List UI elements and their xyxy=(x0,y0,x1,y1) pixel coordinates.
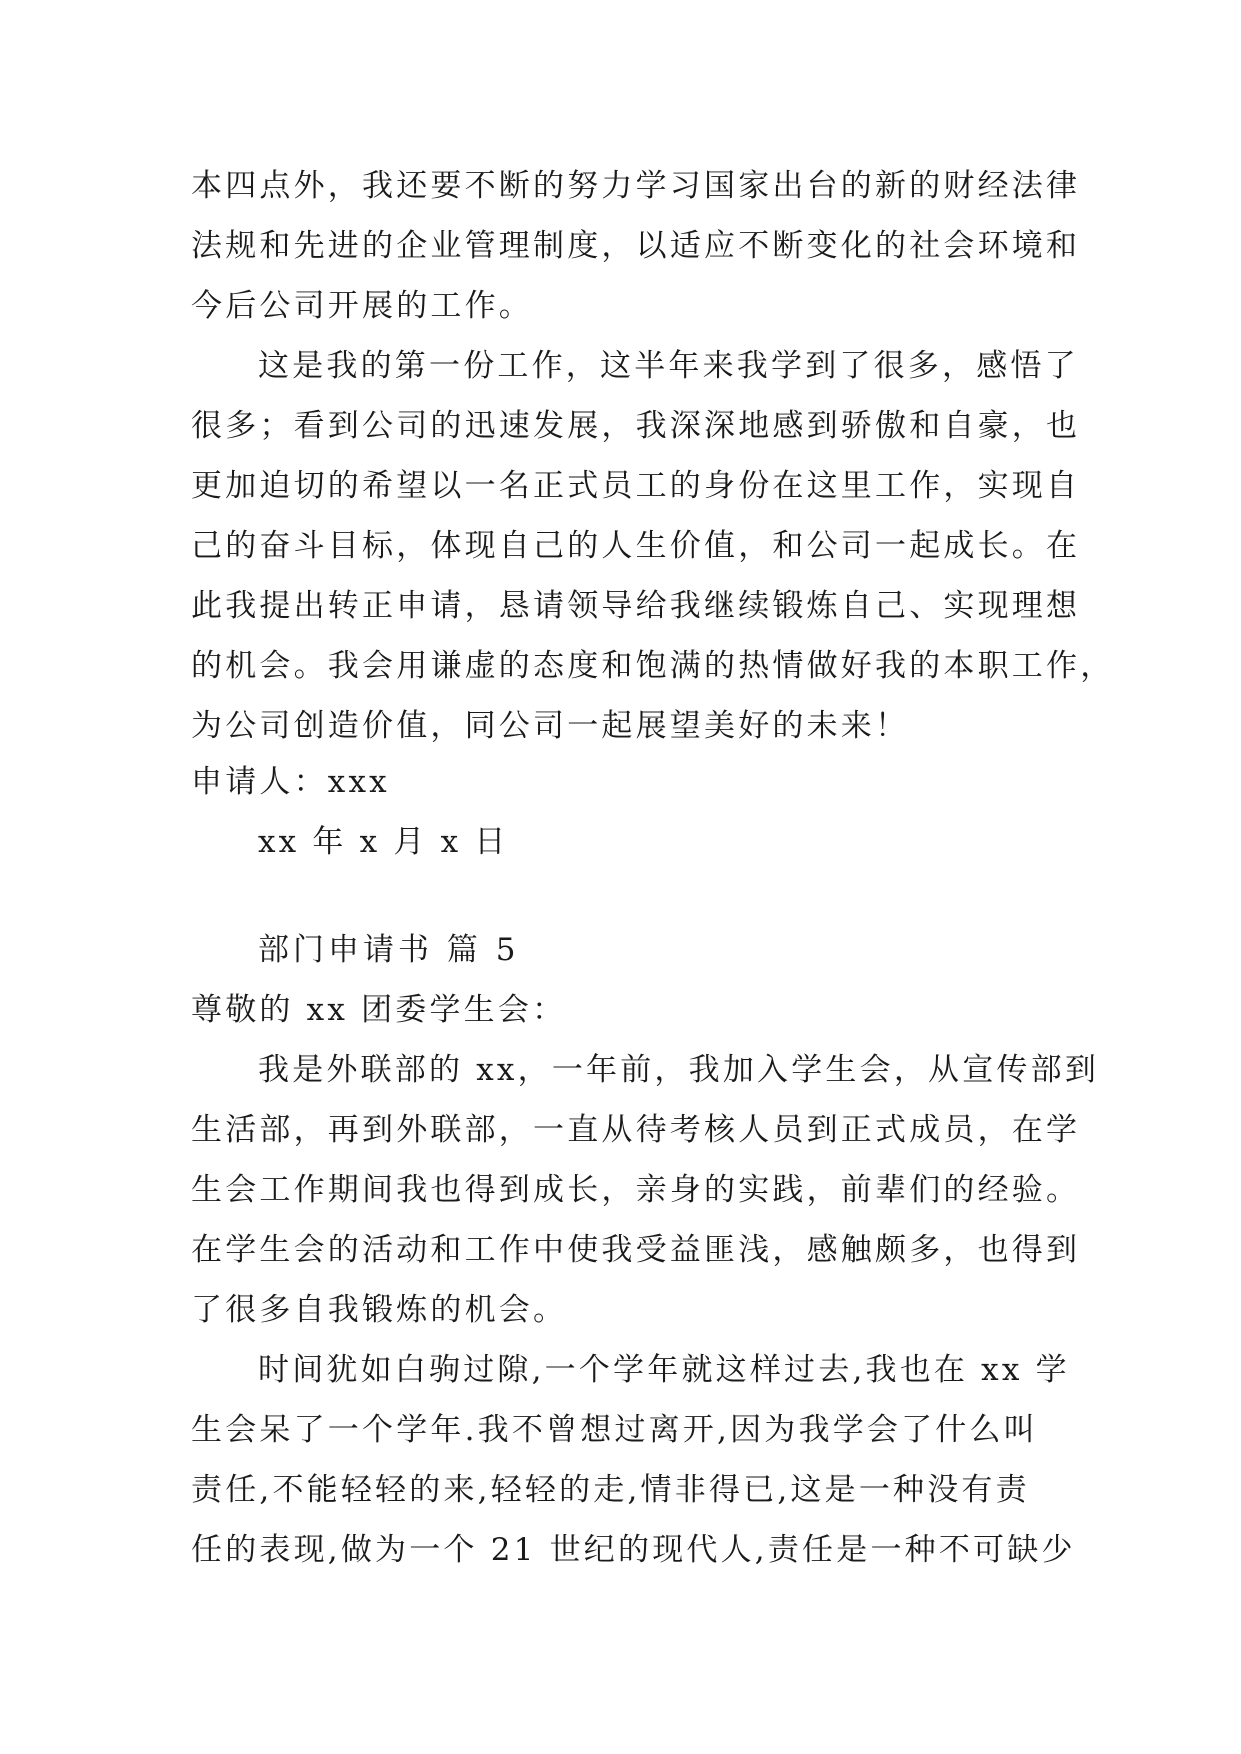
text-line: 生活部，再到外联部，一直从待考核人员到正式成员，在学 xyxy=(191,1112,1081,1148)
text-line: 生会呆了一个学年.我不曾想过离开,因为我学会了什么叫 xyxy=(191,1412,1038,1448)
paragraph-start-line: 我是外联部的 xx，一年前，我加入学生会，从宣传部到 xyxy=(258,1052,1100,1088)
applicant-line: 申请人：xxx xyxy=(191,764,390,800)
text-line: 为公司创造价值，同公司一起展望美好的未来！ xyxy=(191,708,910,744)
text-line: 了很多自我锻炼的机会。 xyxy=(191,1292,568,1328)
text-line: 更加迫切的希望以一名正式员工的身份在这里工作，实现自 xyxy=(191,468,1081,504)
text-line: 在学生会的活动和工作中使我受益匪浅，感触颇多，也得到 xyxy=(191,1232,1081,1268)
text-line: 的机会。我会用谦虚的态度和饱满的热情做好我的本职工作， xyxy=(191,648,1115,684)
date-line: xx 年 x 月 x 日 xyxy=(258,824,509,860)
text-line: 责任,不能轻轻的来,轻轻的走,情非得已,这是一种没有责 xyxy=(191,1472,1030,1508)
text-line: 生会工作期间我也得到成长，亲身的实践，前辈们的经验。 xyxy=(191,1172,1081,1208)
text-line: 法规和先进的企业管理制度，以适应不断变化的社会环境和 xyxy=(191,228,1081,264)
text-line: 此我提出转正申请，恳请领导给我继续锻炼自己、实现理想 xyxy=(191,588,1081,624)
text-line: 本四点外，我还要不断的努力学习国家出台的新的财经法律 xyxy=(191,168,1081,204)
text-line: 任的表现,做为一个 21 世纪的现代人,责任是一种不可缺少 xyxy=(191,1532,1076,1568)
text-line: 很多；看到公司的迅速发展，我深深地感到骄傲和自豪，也 xyxy=(191,408,1081,444)
paragraph-start-line: 这是我的第一份工作，这半年来我学到了很多，感悟了 xyxy=(258,348,1079,384)
text-line: 今后公司开展的工作。 xyxy=(191,288,533,324)
paragraph-start-line: 时间犹如白驹过隙,一个学年就这样过去,我也在 xx 学 xyxy=(258,1352,1070,1388)
text-line: 己的奋斗目标，体现自己的人生价值，和公司一起成长。在 xyxy=(191,528,1081,564)
section-heading: 部门申请书 篇 5 xyxy=(258,932,520,968)
salutation-line: 尊敬的 xx 团委学生会： xyxy=(191,992,567,1028)
